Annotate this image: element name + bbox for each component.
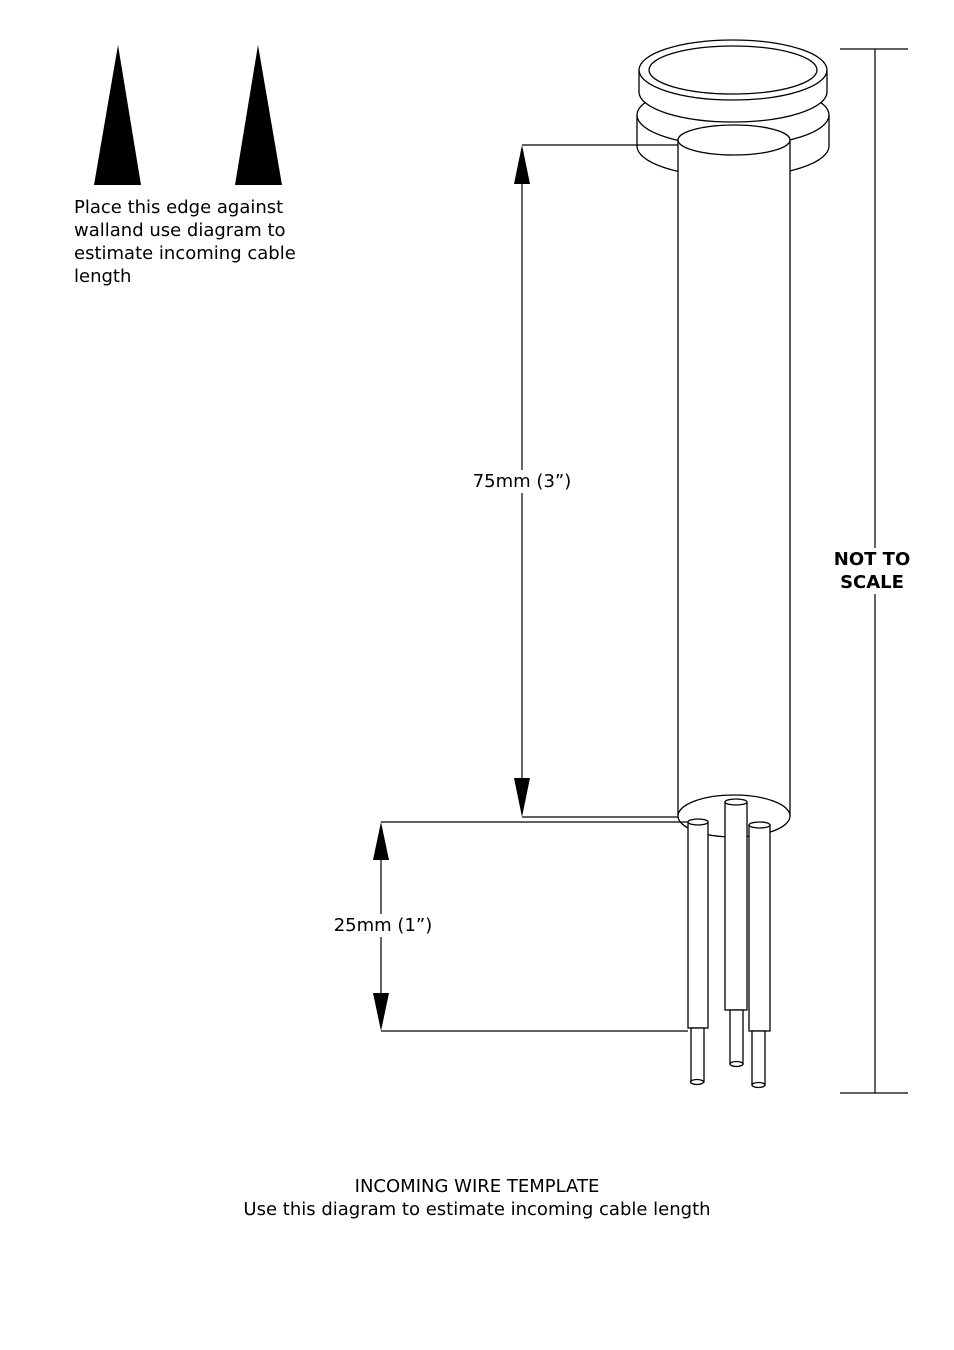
dimension-25mm-label: 25mm (1”) — [330, 914, 436, 937]
diagram-caption — [0, 1175, 954, 1221]
conductor-middle — [725, 799, 747, 1067]
caption-title: INCOMING WIRE TEMPLATE — [354, 1176, 600, 1197]
scale-note-line: NOT TO — [833, 549, 911, 570]
conductor-right — [749, 822, 770, 1088]
instruction-line: walland use diagram to — [74, 220, 286, 241]
dimension-75mm-label: 75mm (3”) — [466, 470, 578, 493]
caption-subtitle: Use this diagram to estimate incoming cable length — [243, 1199, 711, 1220]
scale-note-line: SCALE — [840, 572, 904, 593]
instruction-line: Place this edge against — [74, 197, 284, 218]
cable-sheath — [678, 125, 790, 837]
not-to-scale-note — [826, 548, 918, 594]
instruction-line: estimate incoming cable — [74, 243, 296, 264]
edge-marker-right — [235, 45, 282, 185]
edge-marker-left — [94, 45, 141, 185]
edge-instruction-text — [74, 196, 314, 288]
conductor-left — [688, 819, 708, 1085]
instruction-line: length — [74, 266, 132, 287]
